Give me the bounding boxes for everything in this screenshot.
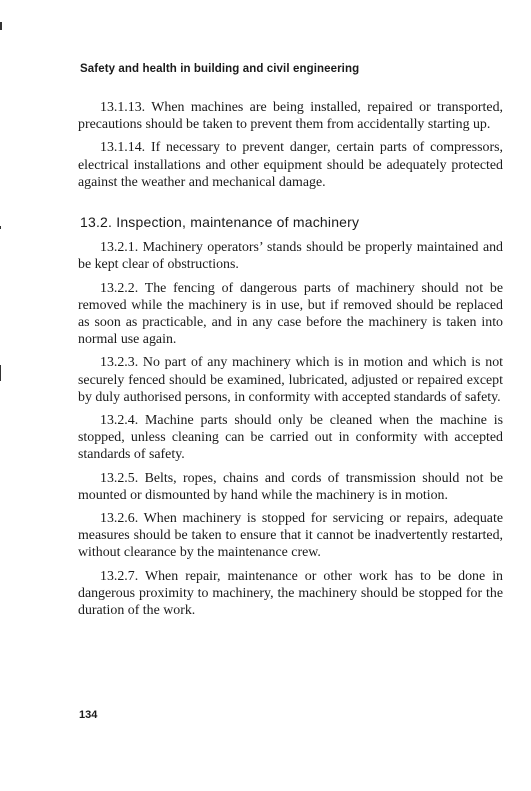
paragraph-13-2-1: 13.2.1. Machinery operators’ stands should be properly maintained and be kept clear of obstructions. xyxy=(78,240,503,273)
paragraph-13-2-6: 13.2.6. When machinery is stopped for servicing or repairs, adequate measures should be taken to ensure that it cannot be inadvertently restarted, without clearance by the maintenance crew. xyxy=(78,511,503,561)
paragraph-13-2-7: 13.2.7. When repair, maintenance or other work has to be done in dangerous proximity to machinery, the machinery should be stopped for the duration of the work. xyxy=(78,568,503,619)
scan-edge-mark xyxy=(0,22,2,30)
section-heading: 13.2. Inspection, maintenance of machinery xyxy=(80,214,360,231)
paragraph-13-1-13: 13.1.13. When machines are being installed, repaired or transported, precautions should be taken to prevent them from accidentally starting up. xyxy=(78,100,503,133)
page-number: 134 xyxy=(79,709,98,721)
scan-edge-mark xyxy=(0,365,1,381)
scan-edge-mark xyxy=(0,226,1,229)
paragraph-13-2-5: 13.2.5. Belts, ropes, chains and cords of transmission should not be mounted or dismounted by hand while the machinery is in motion. xyxy=(78,470,503,503)
page-body xyxy=(78,99,503,619)
paragraph-13-2-2: 13.2.2. The fencing of dangerous parts of machinery should not be removed while the machinery is in use, but if removed should be replaced as soon as practicable, and in any case before the machinery is taken into normal use again. xyxy=(78,280,503,348)
paragraph-13-2-4: 13.2.4. Machine parts should only be cleaned when the machine is stopped, unless cleaning can be carried out in conformity with accepted standards of safety. xyxy=(78,413,503,463)
paragraph-13-1-14: 13.1.14. If necessary to prevent danger, certain parts of compressors, electrical installations and other equipment should be adequately protected against the weather and mechanical damage. xyxy=(78,140,503,190)
paragraph-13-2-3: 13.2.3. No part of any machinery which is in motion and which is not securely fenced should be examined, lubricated, adjusted or repaired except by duly authorised persons, in conformity with accepted standards of safety. xyxy=(78,355,503,405)
running-head: Safety and health in building and civil engineering xyxy=(80,63,360,75)
